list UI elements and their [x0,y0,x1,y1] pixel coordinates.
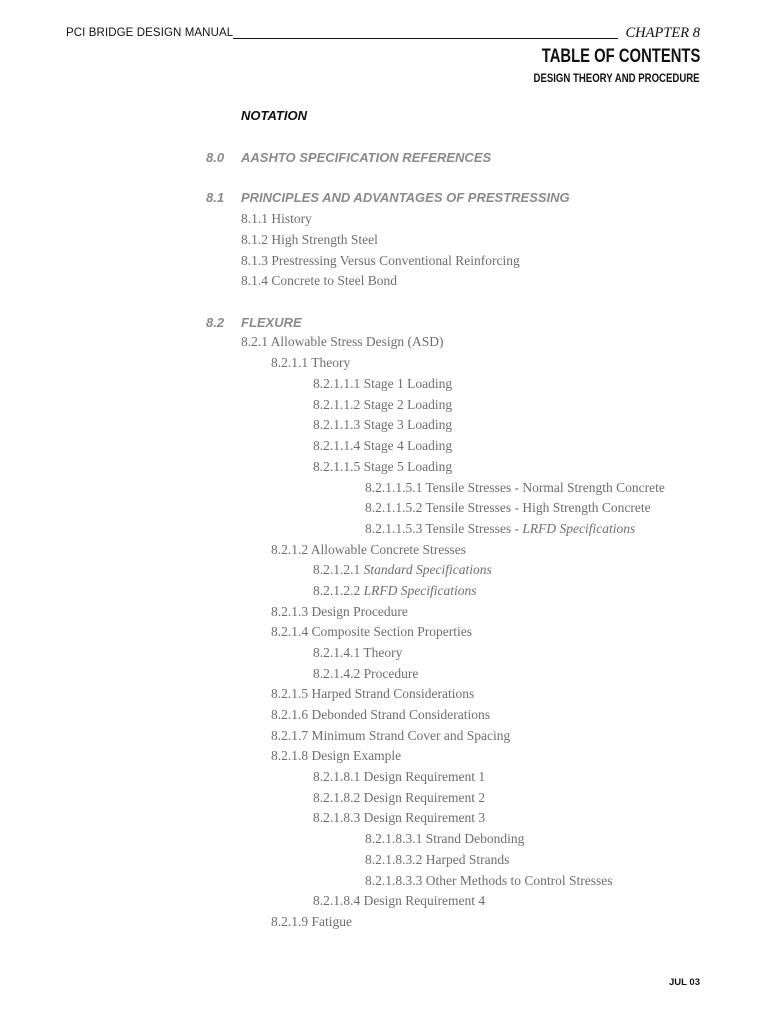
toc-entry[interactable]: 8.1.1 History [241,211,312,226]
toc-entry[interactable]: 8.2.1.2 Allowable Concrete Stresses [271,542,466,557]
toc-entry[interactable]: 8.2.1.4.1 Theory [313,645,403,660]
chapter-label: CHAPTER 8 [625,25,700,41]
toc-entry[interactable]: 8.2.1.4 Composite Section Properties [271,624,472,639]
toc-entry-label: 8.2.1.1.5.3 Tensile Stresses - [365,521,523,536]
footer-date: JUL 03 [669,977,700,988]
page-subtitle: DESIGN THEORY AND PROCEDURE [533,71,700,85]
toc-entry[interactable]: 8.2.1.8.3.3 Other Methods to Control Stresses [365,873,613,888]
toc-entry[interactable]: 8.2.1.1 Theory [271,355,351,370]
toc-entry[interactable]: 8.2.1.9 Fatigue [271,914,352,929]
section-number: 8.1 [206,190,225,205]
toc-entry[interactable]: 8.2.1.1.3 Stage 3 Loading [313,417,453,432]
toc-entry[interactable]: 8.2.1.8.1 Design Requirement 1 [313,769,486,784]
toc-entry[interactable]: 8.1.4 Concrete to Steel Bond [241,273,397,288]
toc-entry[interactable]: 8.2.1.1.1 Stage 1 Loading [313,376,453,391]
toc-entry[interactable]: 8.2.1.8.3.2 Harped Strands [365,852,510,867]
toc-entry[interactable]: 8.1.2 High Strength Steel [241,232,378,247]
manual-title: PCI BRIDGE DESIGN MANUAL [66,27,234,39]
toc-entry[interactable]: 8.2.1.8.3 Design Requirement 3 [313,810,486,825]
toc-entry[interactable]: 8.2.1.1.4 Stage 4 Loading [313,438,453,453]
toc-entry[interactable]: 8.2.1.7 Minimum Strand Cover and Spacing [271,728,511,743]
toc-entry[interactable]: 8.2.1.3 Design Procedure [271,604,408,619]
toc-entry[interactable]: 8.2.1.1.5.1 Tensile Stresses - Normal Strength Concrete [365,480,665,495]
toc-entry-spec: Standard Specifications [363,562,492,577]
section-number: 8.0 [206,150,225,165]
toc-entry[interactable] [313,562,492,578]
page-title: TABLE OF CONTENTS [541,46,700,67]
toc-entry[interactable]: 8.1.3 Prestressing Versus Conventional Reinforcing [241,253,520,268]
toc-entry-label: 8.2.1.2.2 [313,583,364,598]
toc-entry[interactable] [313,583,476,599]
section-number: 8.2 [206,315,225,330]
toc-entry[interactable]: 8.2.1.1.5 Stage 5 Loading [313,459,453,474]
toc-entry[interactable]: 8.2.1.8 Design Example [271,748,402,763]
toc-entry[interactable]: 8.2.1.4.2 Procedure [313,666,419,681]
toc-entry-spec: LRFD Specifications [522,521,636,536]
toc-entry[interactable]: 8.2.1.8.4 Design Requirement 4 [313,893,486,908]
header-rule [233,38,618,39]
toc-entry-label: 8.2.1.2.1 [313,562,364,577]
toc-entry[interactable] [365,521,635,537]
toc-entry-spec: LRFD Specifications [363,583,477,598]
toc-entry[interactable]: 8.2.1.1.2 Stage 2 Loading [313,397,453,412]
toc-section-title[interactable]: PRINCIPLES AND ADVANTAGES OF PRESTRESSING [241,190,570,205]
toc-entry[interactable]: 8.2.1.8.3.1 Strand Debonding [365,831,525,846]
toc-entry[interactable]: 8.2.1.1.5.2 Tensile Stresses - High Strength Concrete [365,500,651,515]
toc-section-title[interactable]: AASHTO SPECIFICATION REFERENCES [241,150,492,165]
toc-entry[interactable]: 8.2.1.6 Debonded Strand Considerations [271,707,490,722]
toc-section-title[interactable]: FLEXURE [241,315,302,330]
toc-notation[interactable]: NOTATION [241,108,307,123]
toc-entry[interactable]: 8.2.1.5 Harped Strand Considerations [271,686,475,701]
toc-entry[interactable]: 8.2.1 Allowable Stress Design (ASD) [241,334,444,349]
toc-entry[interactable]: 8.2.1.8.2 Design Requirement 2 [313,790,486,805]
